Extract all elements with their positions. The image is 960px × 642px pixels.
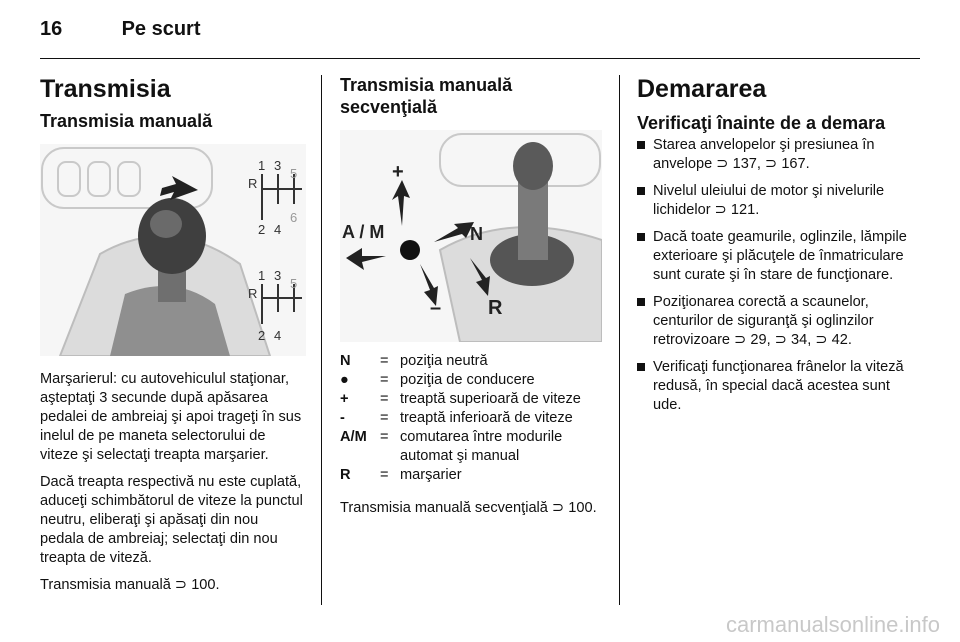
column-transmission — [40, 74, 306, 603]
seq-label-am: A / M — [342, 222, 385, 242]
sequential-reference: Transmisia manuală secvenţială ⊃ 100. — [340, 500, 597, 516]
legend-text: treaptă superioară de viteze — [400, 391, 581, 407]
seq-label-plus: + — [392, 161, 404, 183]
column-starting — [637, 74, 922, 423]
gate-label-2-top: 2 — [258, 222, 266, 237]
gate-label-3-top: 3 — [274, 158, 282, 173]
legend-row — [340, 371, 606, 390]
gate-label-5-top: 5 — [290, 166, 298, 181]
manual-transmission-reference: Transmisia manuală ⊃ 100. — [40, 577, 220, 593]
legend-equals: = — [380, 467, 389, 483]
transmission-title: Transmisia — [40, 75, 171, 103]
legend-key: + — [340, 391, 349, 407]
legend-key: ● — [340, 372, 349, 388]
sequential-title-line2: secvenţială — [340, 97, 438, 117]
legend-equals: = — [380, 353, 389, 369]
gate-label-3-bottom: 3 — [274, 268, 282, 283]
legend-key: R — [340, 467, 351, 483]
list-item: Starea anvelopelor şi presiunea în anvelope ⊃ 137, ⊃ 167. — [637, 136, 922, 174]
starting-title: Demararea — [637, 75, 767, 103]
gate-label-r-top: R — [248, 176, 258, 191]
list-item: Poziţionarea corectă a scaunelor, centurilor de siguranţă şi oglinzilor retrovizoare ⊃ 29, ⊃ 34, ⊃ 42. — [637, 293, 922, 350]
legend-text: marşarier — [400, 467, 462, 483]
header-rule — [40, 58, 920, 59]
seq-label-r: R — [488, 297, 503, 319]
legend-row — [340, 352, 606, 371]
column-divider-2 — [619, 75, 620, 605]
legend-text: treaptă inferioară de viteze — [400, 410, 573, 426]
gate-label-2-bottom: 2 — [258, 328, 266, 343]
legend-row — [340, 428, 606, 466]
checks-list — [637, 136, 922, 415]
gate-label-1-top: 1 — [258, 158, 266, 173]
legend-row — [340, 390, 606, 409]
gate-label-5-bottom: 5 — [290, 276, 298, 291]
legend-text: poziţia neutră — [400, 353, 488, 369]
legend-text: comutarea între modurile automat şi manual — [400, 429, 563, 464]
sequential-legend — [340, 352, 606, 485]
column-divider-1 — [321, 75, 322, 605]
gate-label-6-top: 6 — [290, 210, 298, 225]
gate-label-r-bottom: R — [248, 286, 258, 301]
gear-not-engaged-paragraph: Dacă treapta respectivă nu este cuplată, aduceţi schimbătorul de viteze la punctul neutru, eliberaţi şi apăsaţi din nou pedala de ambreiaj; selectaţi din nou treapta de viteză. — [40, 474, 303, 566]
gate-label-4-top: 4 — [274, 222, 282, 237]
manual-gearshift-illustration — [40, 144, 306, 356]
list-item: Dacă toate geamurile, oglinzile, lămpile exterioare şi plăcuţele de înmatriculare sunt curate şi în stare de funcţionare. — [637, 228, 922, 285]
legend-equals: = — [380, 391, 389, 407]
gate-label-4-bottom: 4 — [274, 328, 282, 343]
seq-label-minus: – — [430, 297, 442, 319]
legend-key: A/M — [340, 429, 367, 445]
watermark: carmanualsonline.info — [725, 612, 940, 637]
legend-key: N — [340, 353, 351, 369]
legend-equals: = — [380, 410, 389, 426]
column-sequential-transmission — [340, 74, 606, 526]
sequential-title-line1: Transmisia manuală — [340, 75, 513, 95]
legend-key: - — [340, 410, 345, 426]
list-item: Nivelul uleiului de motor şi nivelurile lichidelor ⊃ 121. — [637, 182, 922, 220]
legend-equals: = — [380, 429, 389, 445]
section-title: Pe scurt — [121, 18, 201, 40]
legend-text: poziţia de conducere — [400, 372, 535, 388]
seq-label-n: N — [470, 224, 483, 244]
checks-subtitle: Verificaţi înainte de a demara — [637, 113, 886, 133]
list-item: Verificaţi funcţionarea frânelor la viteză redusă, în special dacă acestea sunt ude. — [637, 358, 922, 415]
page-number: 16 — [40, 18, 63, 40]
page-header — [40, 18, 201, 41]
manual-transmission-subtitle: Transmisia manuală — [40, 111, 213, 131]
legend-row — [340, 409, 606, 428]
legend-equals: = — [380, 372, 389, 388]
sequential-gearshift-illustration — [340, 130, 602, 342]
reverse-gear-paragraph: Marşarierul: cu autovehiculul staţionar, aşteptaţi 3 secunde după apăsarea pedalei de ambreiaj şi apoi trageţi în sus inelul de pe maneta selectorului de viteze şi selectaţi treapta marşarier. — [40, 371, 302, 463]
legend-row — [340, 466, 606, 485]
gate-label-1-bottom: 1 — [258, 268, 266, 283]
